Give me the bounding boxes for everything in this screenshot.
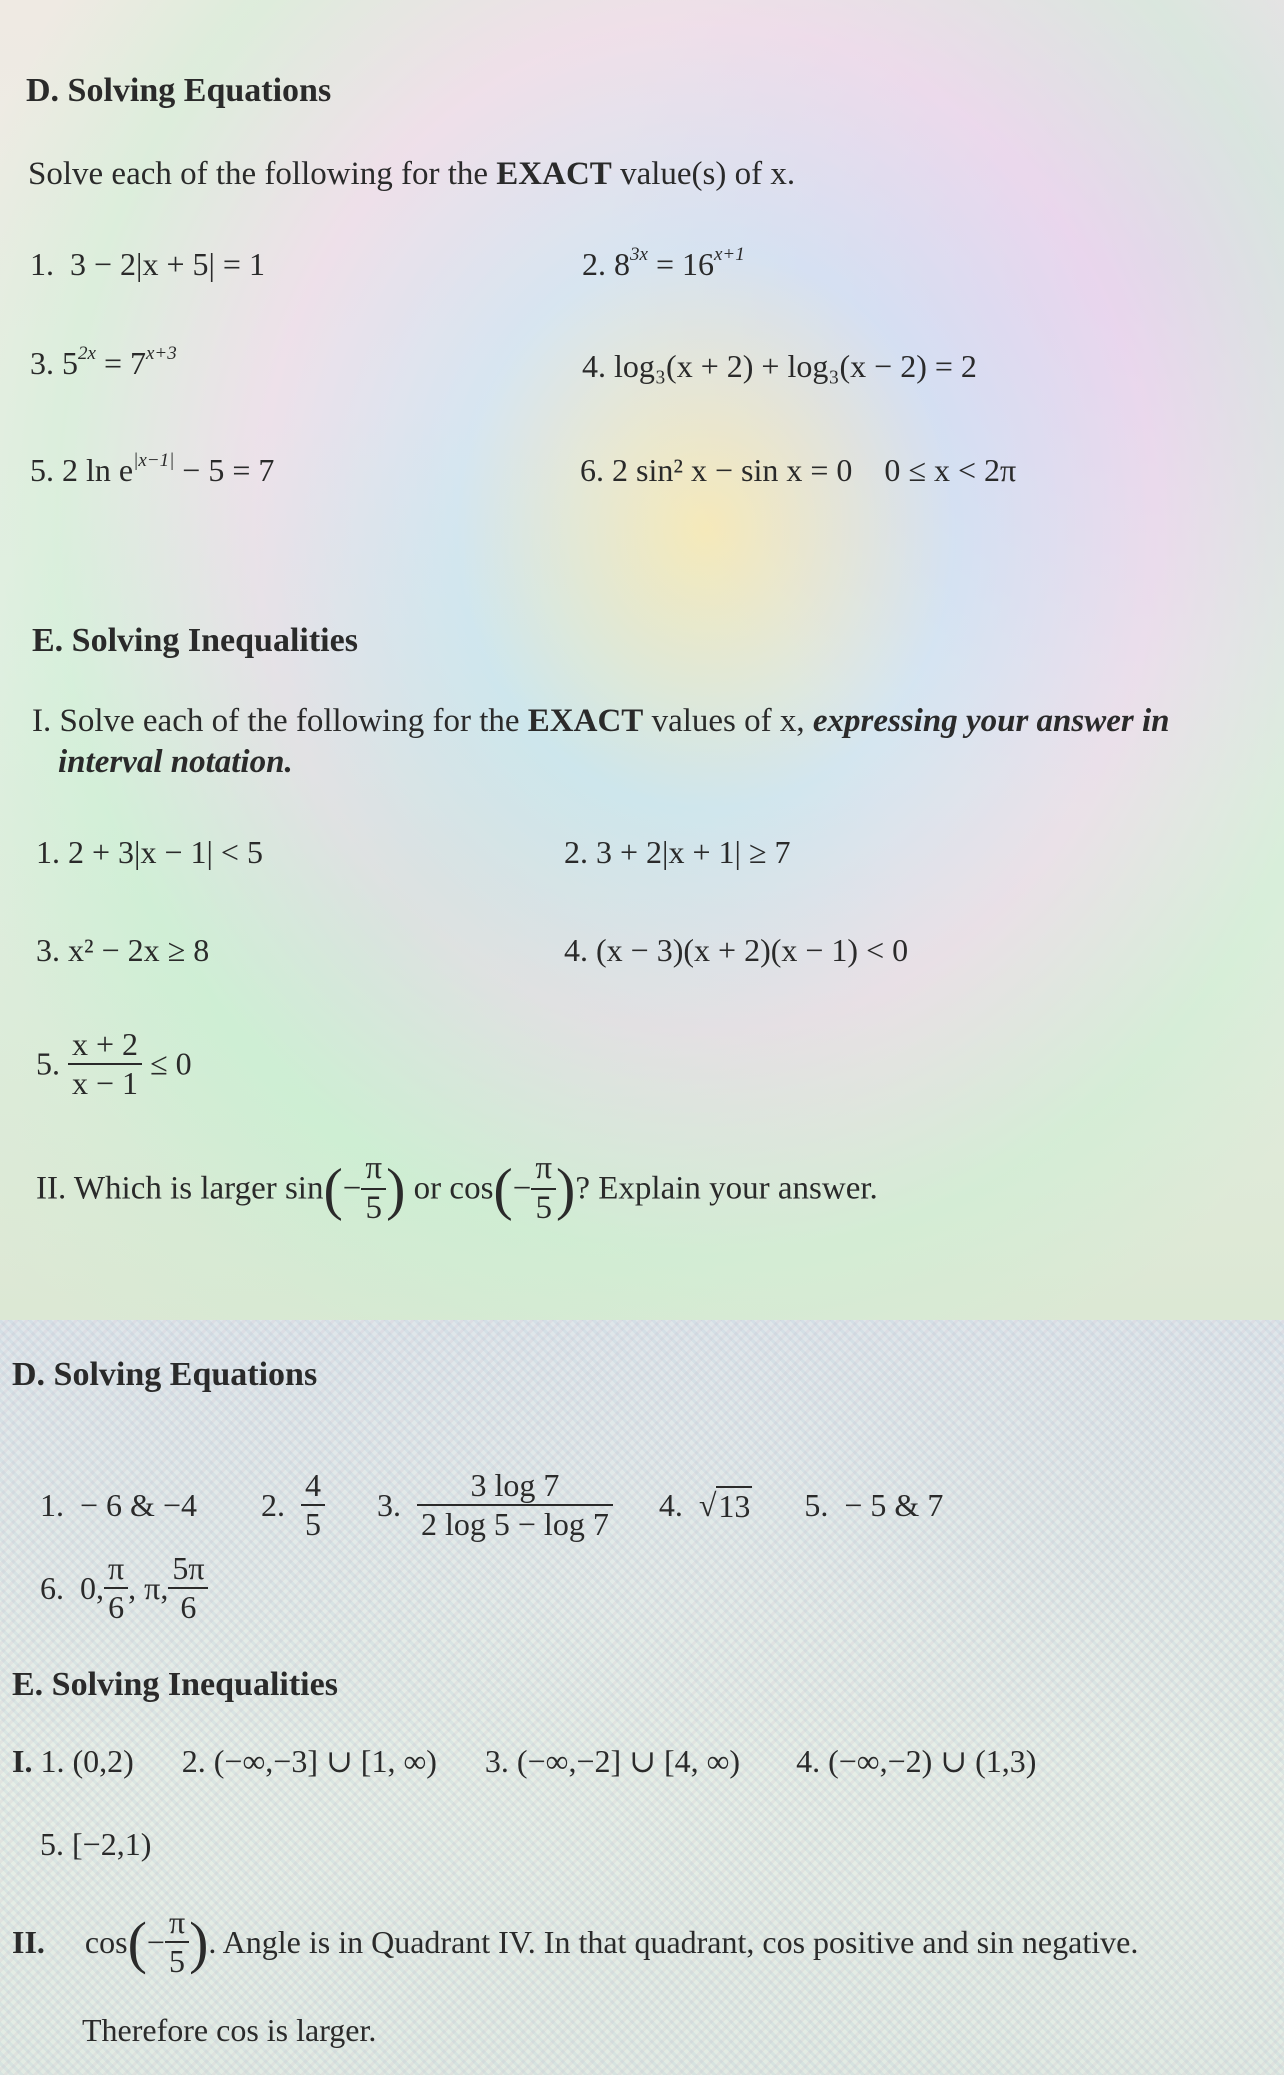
denominator: 6 <box>180 1589 197 1625</box>
answer-number: 6. <box>40 1569 64 1606</box>
minus-sign: − <box>146 1923 165 1960</box>
instruction-line-2 <box>58 744 293 781</box>
problem-number: 4. <box>582 348 606 384</box>
section-d-heading: D. Solving Equations <box>26 72 332 109</box>
sqrt-radicand: 13 <box>718 1487 751 1524</box>
instruction-italic: expressing your answer in <box>812 703 1170 739</box>
fraction <box>168 1550 208 1626</box>
sqrt-symbol: √ <box>698 1486 717 1523</box>
instruction-text: I. Solve each of the following for the <box>32 703 528 739</box>
question-text: II. Which is larger <box>36 1170 277 1207</box>
answers-e-conclusion: Therefore cos is larger. <box>82 2012 377 2048</box>
problem-number: 3. <box>36 932 60 968</box>
cos-label: cos <box>449 1170 494 1207</box>
problem-number: 3. <box>30 345 54 381</box>
problem-base: 5 <box>62 345 78 381</box>
e-problem-4 <box>564 932 908 969</box>
problem-exponent: 2x <box>78 343 96 364</box>
problem-expression: x² − 2x ≥ 8 <box>68 932 210 968</box>
problem-expression: 3 − 2|x + 5| = 1 <box>70 246 265 282</box>
minus-sign: − <box>512 1170 532 1207</box>
instruction-text-mid: values of x, <box>643 703 813 739</box>
answer-value: 1. (0,2) <box>40 1743 134 1779</box>
fraction <box>417 1467 613 1543</box>
denominator: 5 <box>169 1943 186 1979</box>
problem-exponent: x+1 <box>713 244 745 265</box>
d-problem-2 <box>582 246 745 283</box>
answers-e-heading: E. Solving Inequalities <box>12 1666 338 1703</box>
fraction <box>361 1150 386 1228</box>
answer-value: 2. (−∞,−3] ∪ [1, ∞) <box>181 1743 437 1779</box>
problem-expression: (x − 3)(x + 2)(x − 1) < 0 <box>596 932 909 968</box>
problem-exponent: x+3 <box>145 343 177 364</box>
d-problem-6 <box>580 452 1016 489</box>
problem-number: 5. <box>30 452 54 488</box>
answers-e-row-2 <box>40 1826 151 1863</box>
answer-explanation: . Angle is in Quadrant IV. In that quadrant, cos positive and sin negative. <box>208 1923 1139 1960</box>
numerator: π <box>104 1550 128 1589</box>
problem-expression: 2 + 3|x − 1| < 5 <box>68 834 263 870</box>
problem-number: 5. <box>36 1045 60 1082</box>
fraction <box>301 1467 325 1543</box>
numerator: π <box>165 1904 189 1943</box>
problem-number: 1. <box>36 834 60 870</box>
sin-label: sin <box>284 1170 324 1207</box>
problem-base: 8 <box>614 246 630 282</box>
denominator: 6 <box>108 1589 125 1625</box>
cos-label: cos <box>84 1923 128 1960</box>
numerator: π <box>361 1150 386 1190</box>
answer-value: 0, <box>80 1569 104 1606</box>
section-d-instruction <box>28 156 795 193</box>
fraction <box>531 1150 556 1228</box>
problem-middle: = 7 <box>95 345 146 381</box>
problem-middle: = 16 <box>647 246 714 282</box>
answer-number: 4. <box>658 1486 683 1523</box>
problem-expression: log₃(x + 2) + log₃(x − 2) = 2 <box>614 348 977 384</box>
d-problem-4 <box>582 348 977 385</box>
paren-close: ) <box>189 1909 209 1975</box>
answer-number: 1. <box>40 1486 64 1523</box>
relation: ≤ 0 <box>150 1045 192 1082</box>
answer-key-photo <box>0 1320 1284 2075</box>
numerator: 3 log 7 <box>417 1467 613 1506</box>
numerator: π <box>531 1150 556 1190</box>
problem-expression-end: − 5 = 7 <box>174 452 275 488</box>
problem-number: 2. <box>564 834 588 870</box>
answer-number: 2. <box>260 1486 285 1523</box>
numerator: 4 <box>301 1467 325 1506</box>
answer-value: , π, <box>128 1569 169 1606</box>
denominator: 5 <box>304 1506 321 1542</box>
denominator: x − 1 <box>72 1064 139 1101</box>
paren-open: ( <box>127 1909 147 1975</box>
fraction <box>104 1550 128 1626</box>
denominator: 5 <box>535 1189 552 1226</box>
d-problem-5 <box>30 452 274 489</box>
answer-value: 5. [−2,1) <box>40 1826 152 1862</box>
problem-number: 1. <box>30 246 54 282</box>
problem-expression: 3 + 2|x + 1| ≥ 7 <box>596 834 791 870</box>
e-problem-1 <box>36 834 263 871</box>
answers-e-part-2 <box>12 1892 1138 1992</box>
fraction <box>68 1026 142 1102</box>
e-question-2 <box>36 1150 878 1228</box>
answer-number: 3. <box>376 1486 401 1523</box>
section-e-instruction <box>32 703 1170 740</box>
e-problem-3 <box>36 932 209 969</box>
answer-value: − 6 & −4 <box>80 1486 197 1523</box>
problem-number: 2. <box>582 246 606 282</box>
numerator: x + 2 <box>68 1026 142 1065</box>
answers-d-item-6 <box>40 1538 208 1638</box>
numerator: 5π <box>168 1550 208 1589</box>
answer-value: − 5 & 7 <box>844 1486 944 1523</box>
instruction-bold: EXACT <box>496 156 612 192</box>
paren-open: ( <box>323 1156 343 1222</box>
answer-value: 4. (−∞,−2) ∪ (1,3) <box>796 1743 1037 1779</box>
answer-part-label: II. <box>12 1923 45 1960</box>
d-problem-1 <box>30 246 265 283</box>
paren-close: ) <box>386 1156 406 1222</box>
minus-sign: − <box>342 1170 362 1207</box>
or-label: or <box>413 1170 442 1207</box>
problem-exponent: 3x <box>630 244 648 265</box>
question-text-end: ? Explain your answer. <box>575 1170 878 1207</box>
instruction-text: Solve each of the following for the <box>28 156 497 192</box>
answers-e-row-1 <box>12 1742 1036 1780</box>
paren-open: ( <box>493 1156 513 1222</box>
denominator: 5 <box>365 1189 382 1226</box>
d-problem-3 <box>30 345 177 382</box>
paren-close: ) <box>556 1156 576 1222</box>
denominator: 2 log 5 − log 7 <box>420 1506 609 1542</box>
answer-number: 5. <box>804 1486 829 1523</box>
section-e-heading: E. Solving Inequalities <box>32 622 358 659</box>
problem-expression: 2 ln e <box>62 452 134 488</box>
problem-number: 4. <box>564 932 588 968</box>
fraction <box>165 1904 189 1980</box>
instruction-italic: interval notation. <box>58 744 293 780</box>
answer-part-label: I. <box>12 1743 33 1779</box>
problem-number: 6. <box>580 452 604 488</box>
answer-value: 3. (−∞,−2] ∪ [4, ∞) <box>484 1743 741 1779</box>
e-problem-2 <box>564 834 790 871</box>
answers-d-heading: D. Solving Equations <box>12 1356 318 1393</box>
problem-expression: 2 sin² x − sin x = 0 <box>612 452 853 488</box>
problem-domain: 0 ≤ x < 2π <box>884 452 1017 488</box>
instruction-bold: EXACT <box>527 703 644 739</box>
instruction-text-end: value(s) of x. <box>611 156 796 192</box>
e-problem-5 <box>36 1026 192 1102</box>
problem-exponent: |x−1| <box>133 450 175 471</box>
